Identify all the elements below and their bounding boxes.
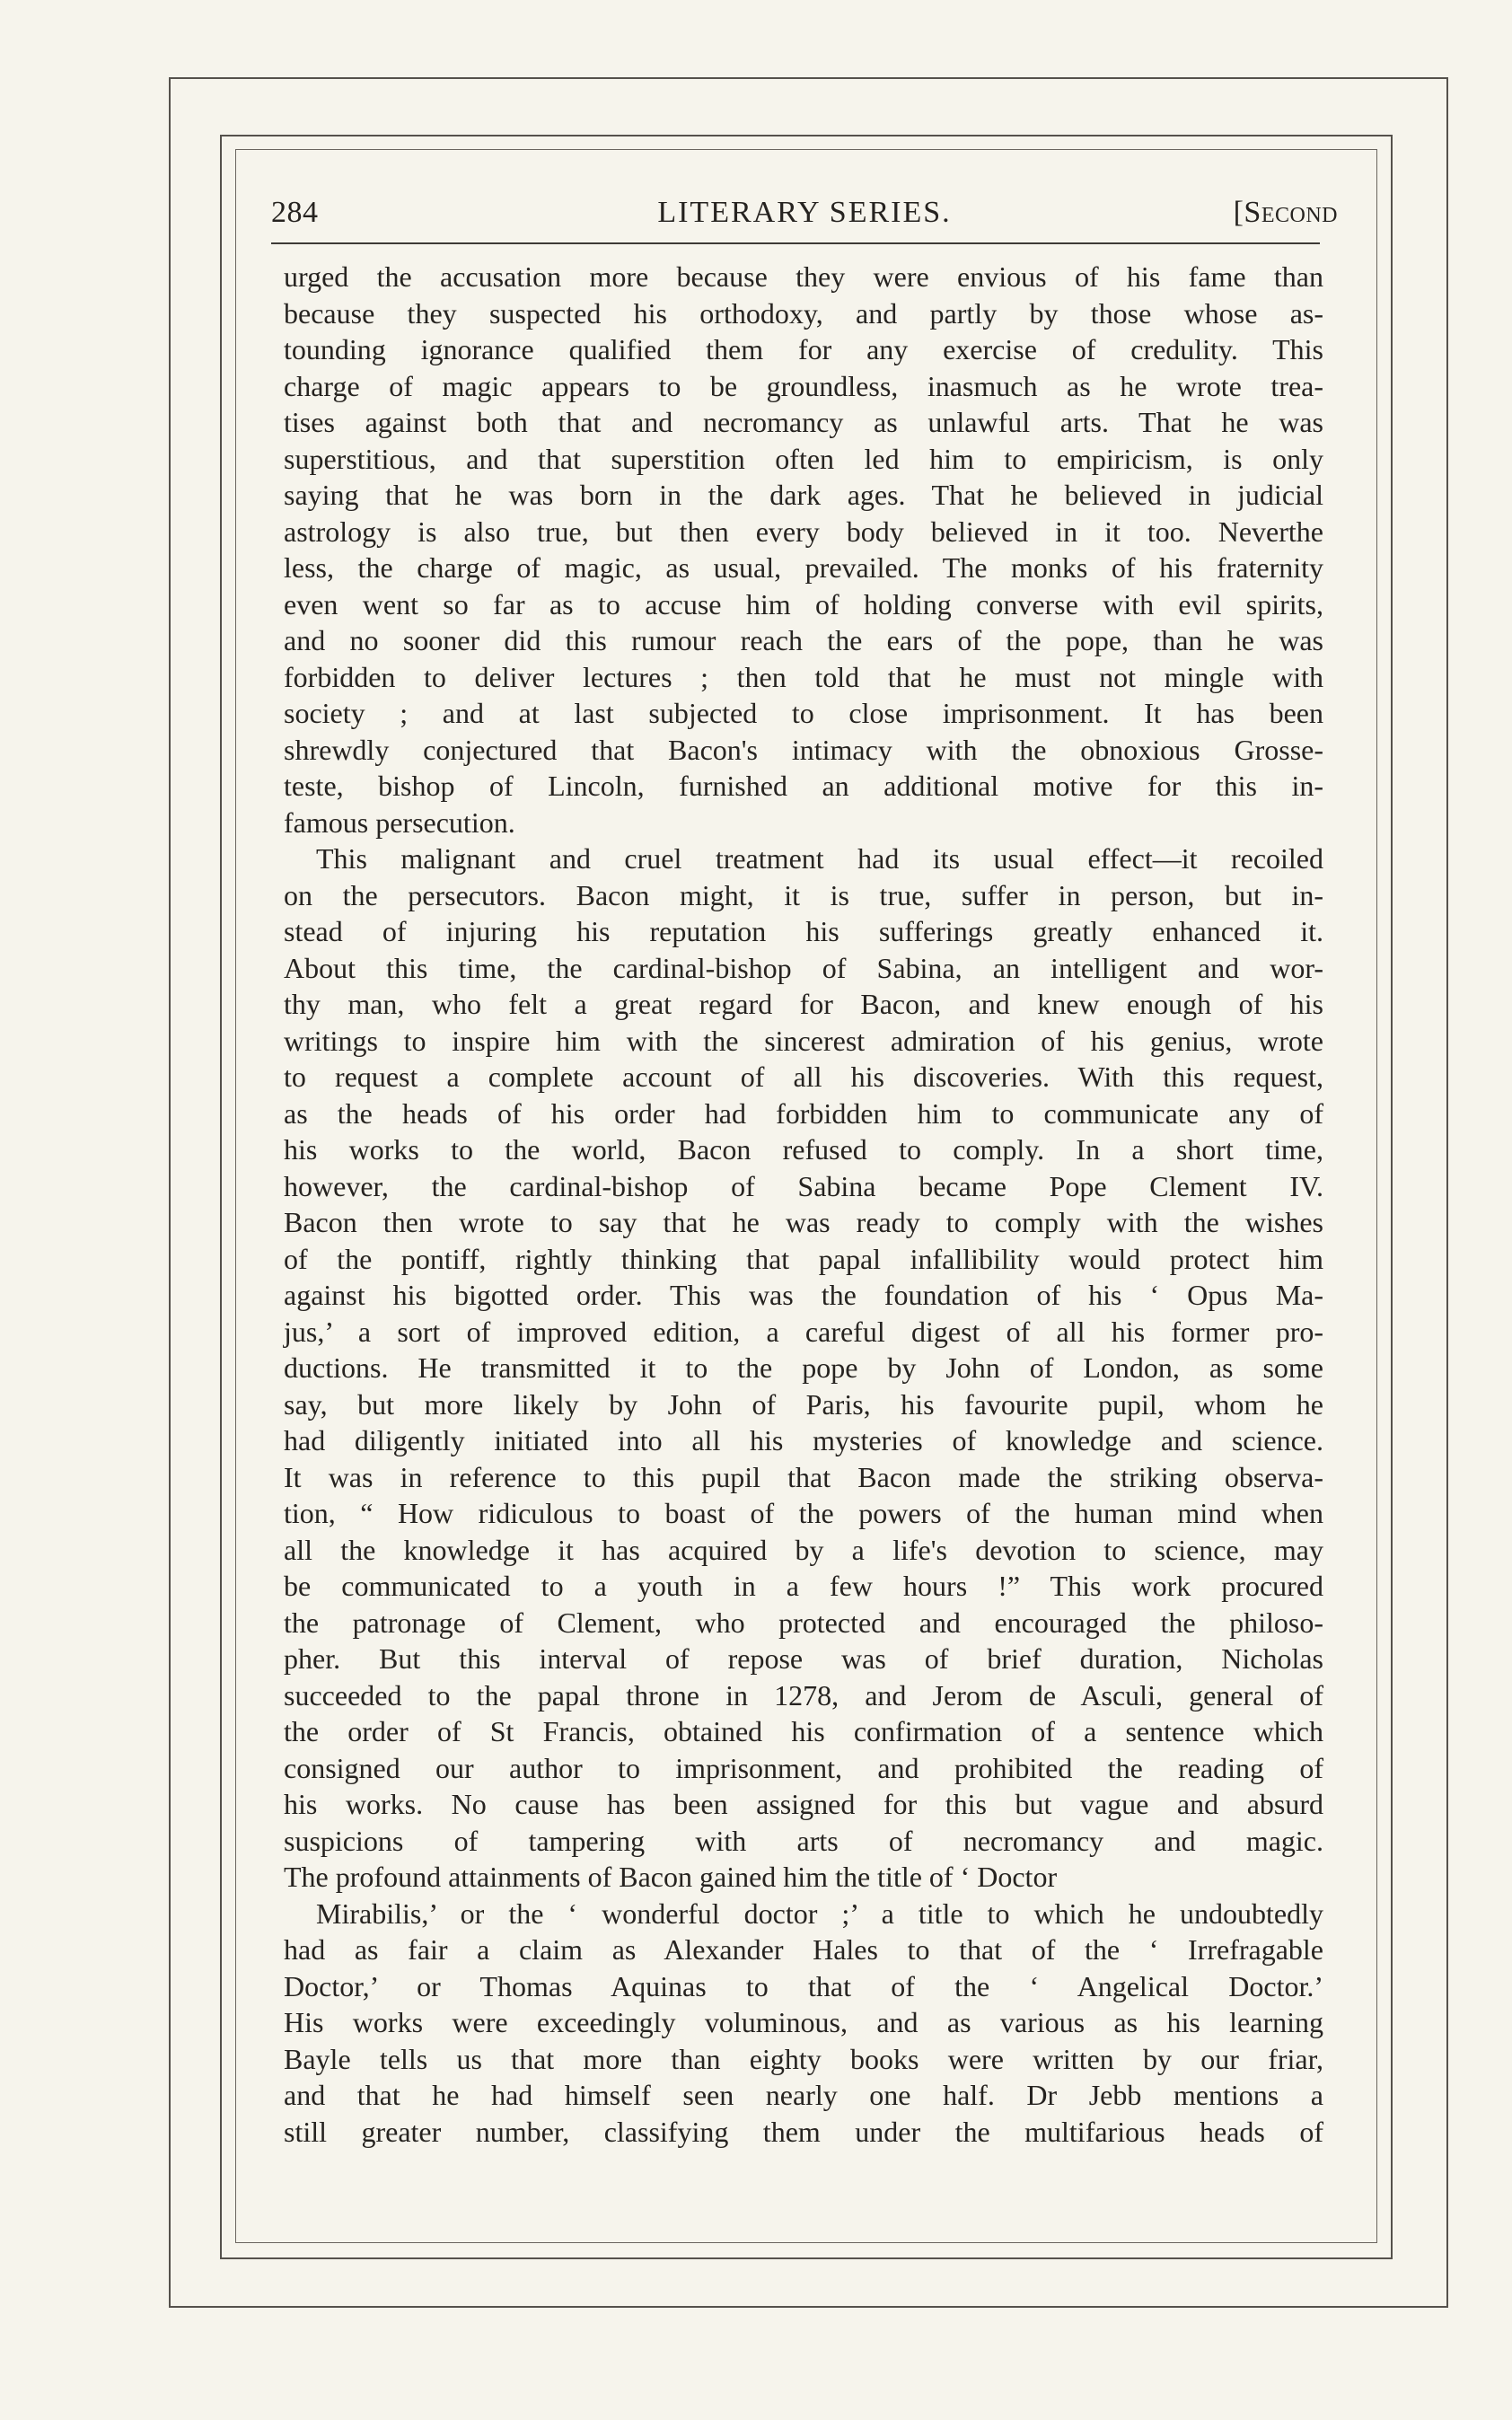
text-line: still greater number, classifying them under the multifarious heads of	[284, 2115, 1323, 2148]
text-line: tounding ignorance qualified them for any exercise of credulity. This	[284, 333, 1323, 365]
running-title: LITERARY SERIES.	[657, 196, 952, 229]
text-line: his works. No cause has been assigned for this but vague and absurd	[284, 1788, 1323, 1820]
text-line: of the pontiff, rightly thinking that papal infallibility would protect him	[284, 1242, 1323, 1275]
text-line: had diligently initiated into all his mysteries of knowledge and science.	[284, 1424, 1323, 1456]
text-line: stead of injuring his reputation his sufferings greatly enhanced it.	[284, 915, 1323, 947]
text-line: The profound attainments of Bacon gained him the title of ‘ Doctor	[284, 1861, 1058, 1893]
text-line: His works were exceedingly voluminous, and as various as his learning	[284, 2006, 1323, 2038]
text-line: and no sooner did this rumour reach the ears of the pope, than he was	[284, 624, 1323, 656]
text-line: thy man, who felt a great regard for Bacon, and knew enough of his	[284, 988, 1323, 1020]
text-line: saying that he was born in the dark ages. That he believed in judicial	[284, 479, 1323, 511]
text-line: superstitious, and that superstition often led him to empiricism, is only	[284, 442, 1323, 475]
text-line: ductions. He transmitted it to the pope by John of London, as some	[284, 1351, 1323, 1384]
text-line: because they suspected his orthodoxy, and partly by those whose as-	[284, 296, 1323, 330]
text-line: About this time, the cardinal-bishop of Sabina, an intelligent and wor-	[284, 951, 1323, 984]
text-line: the patronage of Clement, who protected and encouraged the philoso-	[284, 1606, 1323, 1639]
text-line: say, but more likely by John of Paris, his favourite pupil, whom he	[284, 1387, 1323, 1421]
text-line: charge of magic appears to be groundless, inasmuch as he wrote trea-	[284, 369, 1323, 402]
text-line: succeeded to the papal throne in 1278, and Jerom de Asculi, general of	[284, 1678, 1323, 1712]
text-line: suspicions of tampering with arts of necromancy and magic.	[284, 1824, 1323, 1857]
text-line: tises against both that and necromancy as unlawful arts. That he was	[284, 406, 1323, 438]
text-line: pher. But this interval of repose was of brief duration, Nicholas	[284, 1642, 1323, 1675]
page-number: 284	[271, 196, 319, 229]
text-line: jus,’ a sort of improved edition, a careful digest of all his former pro-	[284, 1315, 1323, 1348]
text-line: the order of St Francis, obtained his confirmation of a sentence which	[284, 1715, 1323, 1747]
text-line: and that he had himself seen nearly one half. Dr Jebb mentions a	[284, 2079, 1323, 2111]
body-text	[284, 259, 1323, 2150]
text-line: Bayle tells us that more than eighty books were written by our friar,	[284, 2042, 1323, 2075]
text-line: teste, bishop of Lincoln, furnished an additional motive for this in-	[284, 770, 1323, 802]
text-line: to request a complete account of all his discoveries. With this request,	[284, 1060, 1323, 1093]
text-line: his works to the world, Bacon refused to comply. In a short time,	[284, 1133, 1323, 1166]
text-line: had as fair a claim as Alexander Hales to that of the ‘ Irrefragable	[284, 1933, 1323, 1966]
text-line: against his bigotted order. This was the foundation of his ‘ Opus Ma-	[284, 1279, 1323, 1311]
text-line: This malignant and cruel treatment had its usual effect—it recoiled	[316, 842, 1323, 875]
text-line: tion, “ How ridiculous to boast of the powers of the human mind when	[284, 1497, 1323, 1529]
text-line: Doctor,’ or Thomas Aquinas to that of the ‘ Angelical Doctor.’	[284, 1969, 1323, 2002]
text-line: astrology is also true, but then every body believed in it too. Neverthe	[284, 515, 1323, 548]
text-line: even went so far as to accuse him of holding converse with evil spirits,	[284, 587, 1323, 620]
text-line: forbidden to deliver lectures ; then told that he must not mingle with	[284, 660, 1323, 693]
section-label: [Second	[1233, 196, 1338, 229]
text-line: Mirabilis,’ or the ‘ wonderful doctor ;’ a title to which he undoubtedly	[316, 1896, 1323, 1930]
text-line: It was in reference to this pupil that Bacon made the striking observa-	[284, 1460, 1323, 1493]
text-line: urged the accusation more because they were envious of his fame than	[284, 260, 1323, 293]
running-head	[271, 196, 1338, 241]
text-line: however, the cardinal-bishop of Sabina became Pope Clement IV.	[284, 1169, 1323, 1202]
text-line: all the knowledge it has acquired by a life's devotion to science, may	[284, 1533, 1323, 1566]
text-line: consigned our author to imprisonment, and prohibited the reading of	[284, 1751, 1323, 1784]
text-line: less, the charge of magic, as usual, prevailed. The monks of his fraternity	[284, 551, 1323, 584]
text-line: society ; and at last subjected to close imprisonment. It has been	[284, 697, 1323, 729]
text-line: as the heads of his order had forbidden him to communicate any of	[284, 1096, 1323, 1130]
text-line: be communicated to a youth in a few hours !” This work procured	[284, 1570, 1323, 1602]
text-line: famous persecution.	[284, 805, 515, 839]
header-rule	[271, 242, 1320, 244]
text-line: writings to inspire him with the sincerest admiration of his genius, wrote	[284, 1024, 1323, 1057]
text-line: Bacon then wrote to say that he was ready to comply with the wishes	[284, 1206, 1323, 1238]
text-line: shrewdly conjectured that Bacon's intimacy with the obnoxious Grosse-	[284, 733, 1323, 766]
text-line: on the persecutors. Bacon might, it is true, suffer in person, but in-	[284, 878, 1323, 911]
